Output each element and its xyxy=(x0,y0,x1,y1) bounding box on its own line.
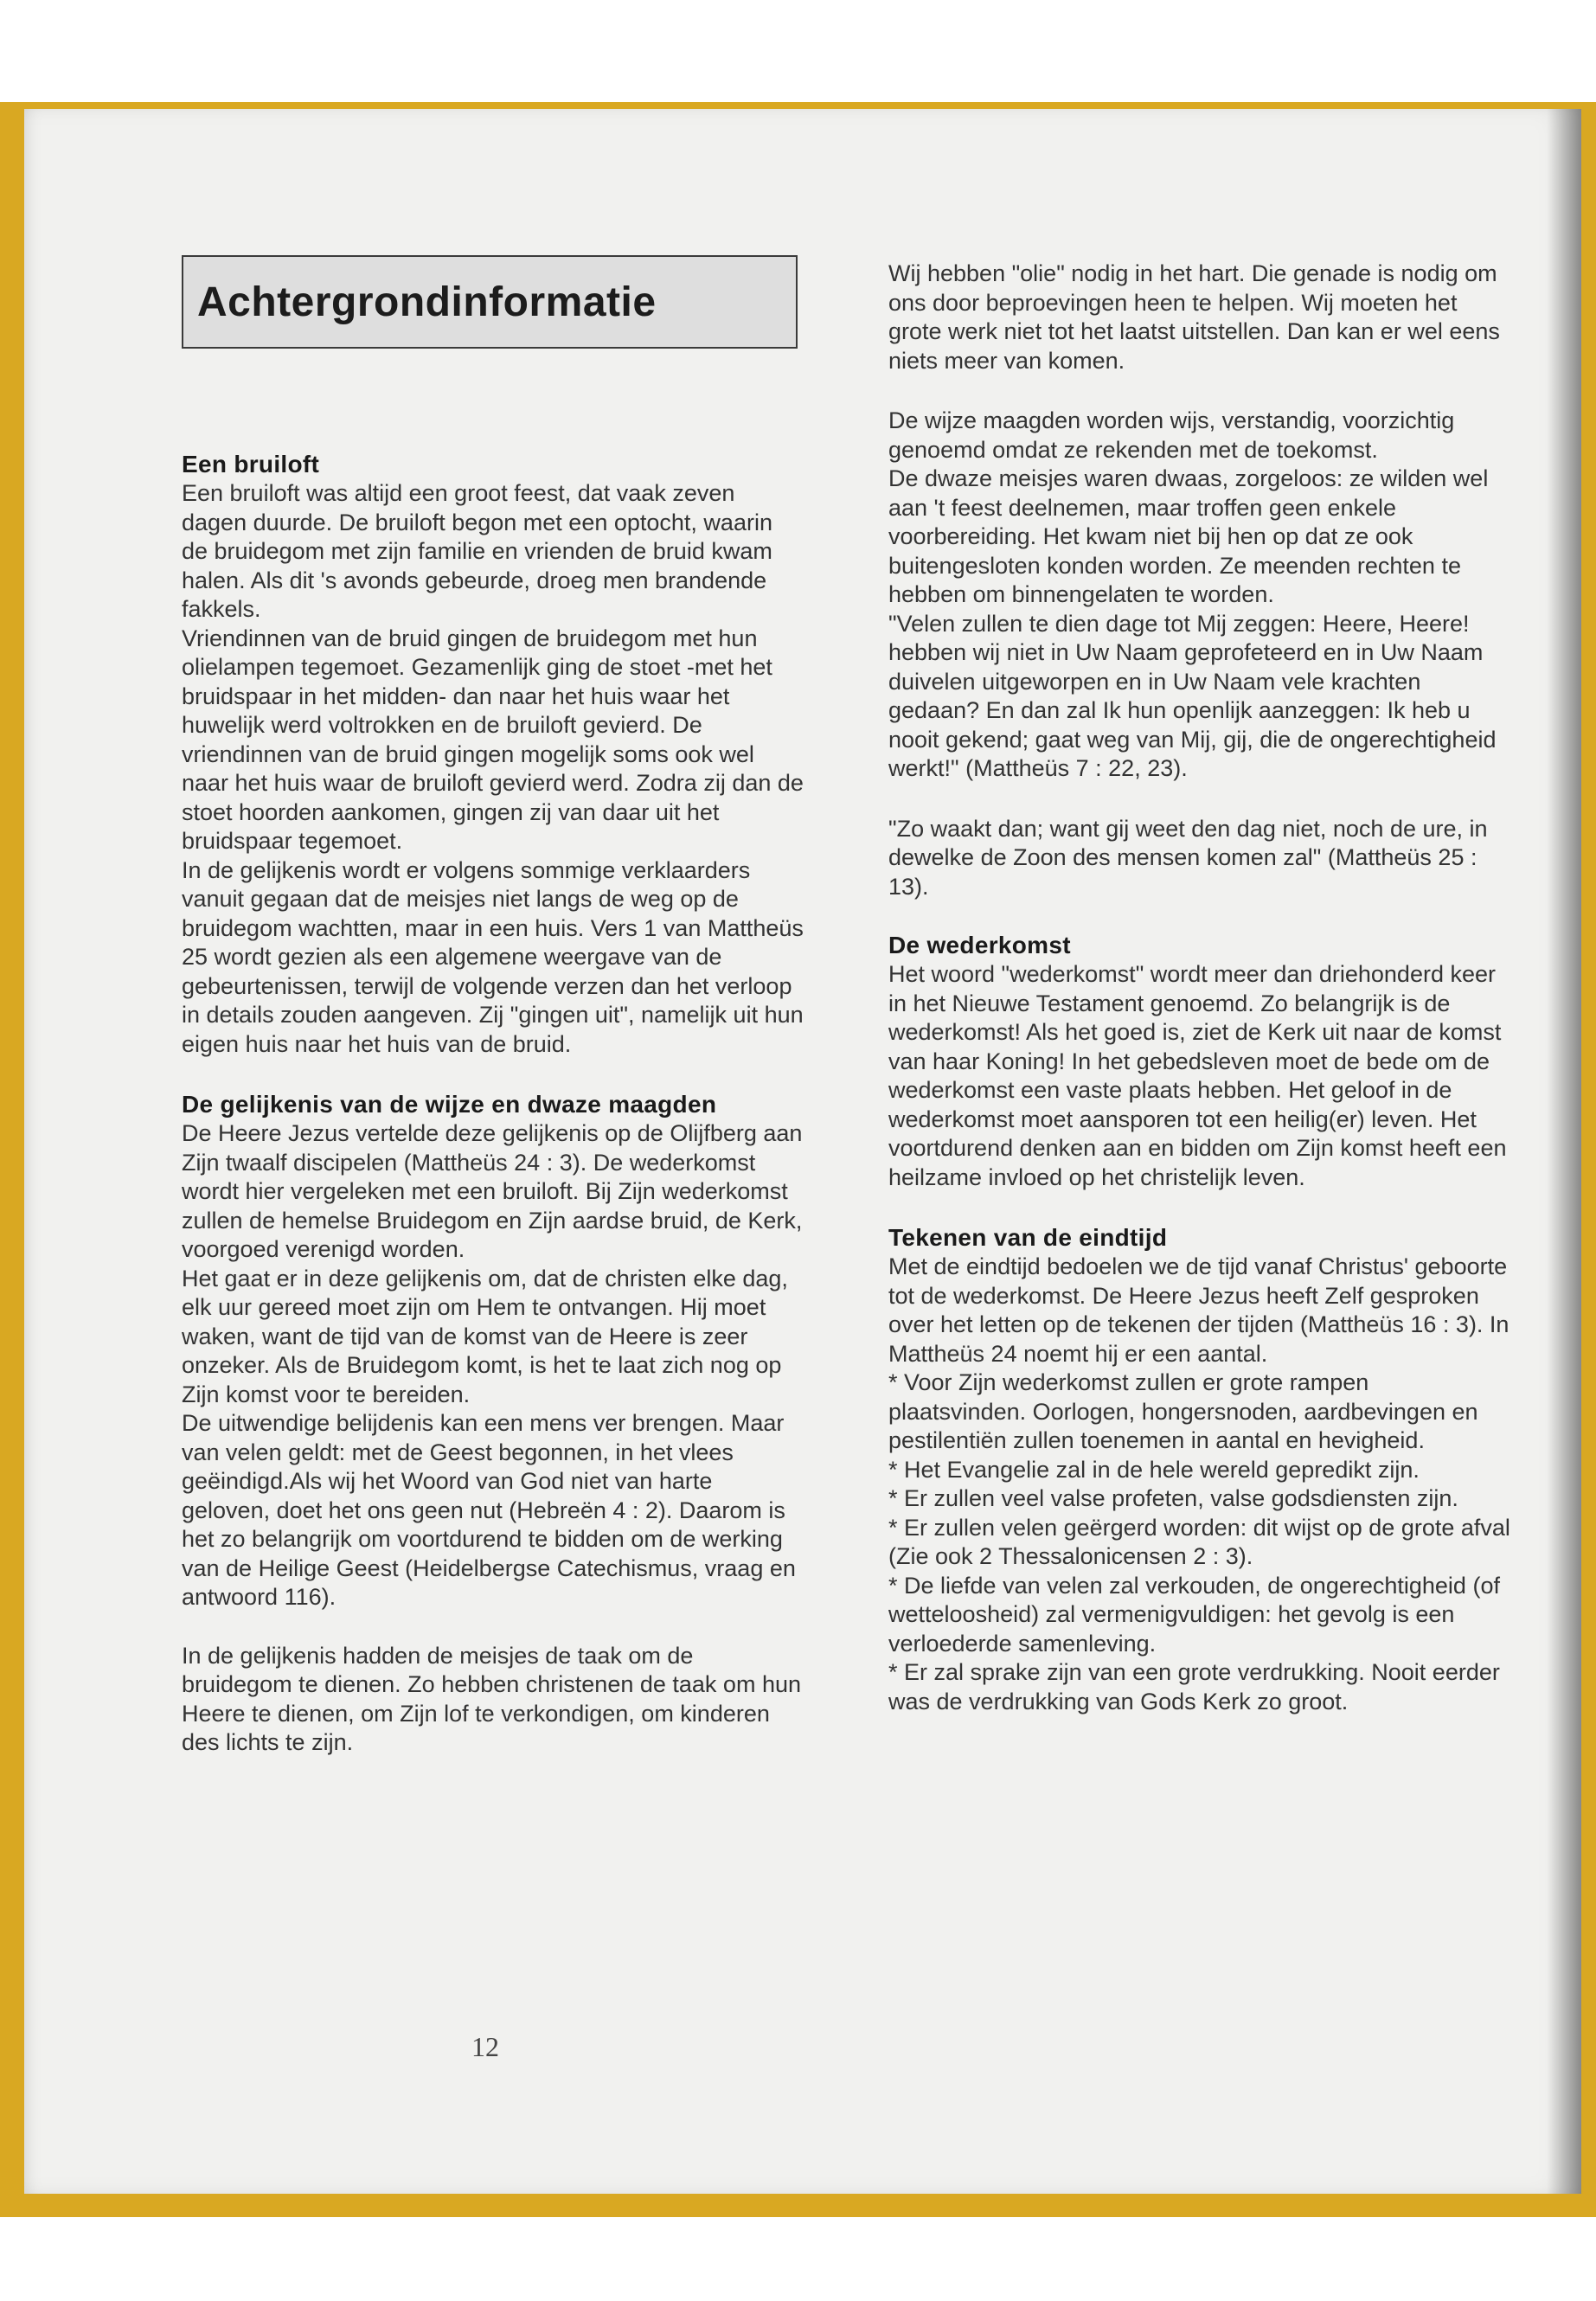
section-tekenen-eindtijd xyxy=(888,1223,1511,1716)
list-item: * Er zullen velen geërgerd worden: dit wijst op de grote afval (Zie ook 2 Thessalonicensen 2 : 3). xyxy=(888,1514,1510,1569)
list-item: * Er zal sprake zijn van een grote verdrukking. Nooit eerder was de verdrukking van Gods Kerk zo groot. xyxy=(888,1659,1500,1715)
paragraph: Met de eindtijd bedoelen we de tijd vanaf Christus' geboorte tot de wederkomst. De Heere Jezus heeft Zelf gesproken over het letten op de tekenen der tijden (Mattheüs 16 : 3). In Mattheüs 24 noemt hij er een aantal. xyxy=(888,1253,1509,1367)
section-heading: Een bruiloft xyxy=(182,451,320,478)
section-gelijkenis xyxy=(182,1090,804,1758)
list-item: * De liefde van velen zal verkouden, de ongerechtigheid (of wetteloosheid) zal vermenigvuldigen: het gevolg is een verloederde samenleving. xyxy=(888,1572,1500,1657)
right-column xyxy=(888,260,1511,1716)
list-item: * Het Evangelie zal in de hele wereld gepredikt zijn. xyxy=(888,1456,1420,1483)
paragraph: Een bruiloft was altijd een groot feest, dat vaak zeven dagen duurde. De bruiloft begon met een optocht, waarin de bruidegom met zijn familie en vrienden de bruid kwam halen. Als dit 's avonds gebeurde, droeg men brandende fakkels. xyxy=(182,480,772,622)
paragraph: De Heere Jezus vertelde deze gelijkenis op de Olijfberg aan Zijn twaalf discipelen (Mattheüs 24 : 3). De wederkomst wordt hier vergeleken met een bruiloft. Bij Zijn wederkomst zullen de hemelse Bruidegom en Zijn aardse bruid, de Kerk, voorgoed verenigd worden. xyxy=(182,1120,803,1262)
page-title: Achtergrondinformatie xyxy=(197,279,657,325)
paragraph: Het woord "wederkomst" wordt meer dan driehonderd keer in het Nieuwe Testament genoemd. Zo belangrijk is de wederkomst! Als het goed is, ziet de Kerk uit naar de komst van haar Koning! In het gebedsleven moet de bede om de wederkomst een vaste plaats hebben. Het geloof in de wederkomst moet aansporen tot een heilig(er) leven. Het voortdurend denken aan en bidden om Zijn komst heeft een heilzame invloed op het christelijk leven. xyxy=(888,961,1507,1190)
paragraph: De dwaze meisjes waren dwaas, zorgeloos: ze wilden wel aan 't feest deelnemen, maar troffen geen enkele voorbereiding. Het kwam niet bij hen op dat ze ook buitengesloten konden worden. Ze meenden rechten te hebben om binnengelaten te worden. xyxy=(888,465,1489,607)
spine-shadow xyxy=(1547,109,1581,2194)
paragraph: In de gelijkenis wordt er volgens sommige verklaarders vanuit gegaan dat de meisjes niet langs de weg op de bruidegom wachtten, maar in een huis. Vers 1 van Mattheüs 25 wordt gezien als een algemene weergave van de gebeurtenissen, terwijl de volgende verzen dan het verloop in details zouden aangeven. Zij "gingen uit", namelijk uit hun eigen huis naar het huis van de bruid. xyxy=(182,856,804,1057)
section-heading: Tekenen van de eindtijd xyxy=(888,1224,1168,1251)
section-heading: De gelijkenis van de wijze en dwaze maagden xyxy=(182,1091,717,1118)
paragraph: Vriendinnen van de bruid gingen de bruidegom met hun olielampen tegemoet. Gezamenlijk ging de stoet -met het bruidspaar in het midden- dan naar het huis waar het huwelijk werd voltrokken en de bruiloft gevierd. De vriendinnen van de bruid gingen mogelijk soms ook wel naar het huis waar de bruiloft gevierd werd. Zodra zij dan de stoet hoorden aankomen, gingen zij van daar uit het bruidspaar tegemoet. xyxy=(182,625,804,854)
section-wederkomst xyxy=(888,931,1511,1192)
left-column xyxy=(182,450,804,1758)
page-number: 12 xyxy=(471,2031,499,2062)
page-title-box xyxy=(182,255,798,349)
paragraph: In de gelijkenis hadden de meisjes de taak om de bruidegom te dienen. Zo hebben christenen de taak om hun Heere te dienen, om Zijn lof te verkondigen, om kinderen des lichts te zijn. xyxy=(182,1642,801,1755)
list-item: * Er zullen veel valse profeten, valse godsdiensten zijn. xyxy=(888,1485,1458,1511)
intro-paragraph: Wij hebben "olie" nodig in het hart. Die genade is nodig om ons door beproevingen heen te helpen. Wij moeten het grote werk niet tot het laatst uitstellen. Dan kan er wel eens niets meer van komen. xyxy=(888,260,1500,374)
paragraph: De uitwendige belijdenis kan een mens ver brengen. Maar van velen geldt: met de Geest begonnen, in het vlees geëindigd.Als wij het Woord van God niet van harte geloven, doet het ons geen nut (Hebreën 4 : 2). Daarom is het zo belangrijk om voortdurend te bidden om de werking van de Heilige Geest (Heidelbergse Catechismus, vraag en antwoord 116). xyxy=(182,1410,796,1610)
section-een-bruiloft xyxy=(182,450,804,1059)
paragraph: Het gaat er in deze gelijkenis om, dat de christen elke dag, elk uur gereed moet zijn om Hem te ontvangen. Hij moet waken, want de tijd van de komst van de Heere is zeer onzeker. Als de Bruidegom komt, is het te laat zich nog op Zijn komst voor te bereiden. xyxy=(182,1265,788,1407)
list-item: * Voor Zijn wederkomst zullen er grote rampen plaatsvinden. Oorlogen, hongersnoden, aardbevingen en pestilentiën zullen toenemen in aantal en hevigheid. xyxy=(888,1369,1478,1453)
paragraph: "Velen zullen te dien dage tot Mij zeggen: Heere, Heere! hebben wij niet in Uw Naam geprofeteerd en in Uw Naam duivelen uitgeworpen en in Uw Naam vele krachten gedaan? En dan zal Ik hun openlijk aanzeggen: Ik heb u nooit gekend; gaat weg van Mij, gij, die de ongerechtigheid werkt!" (Mattheüs 7 : 22, 23). xyxy=(888,610,1497,781)
paragraph: De wijze maagden worden wijs, verstandig, voorzichtig genoemd omdat ze rekenden met de toekomst. xyxy=(888,407,1455,463)
section-heading: De wederkomst xyxy=(888,932,1071,958)
quote-paragraph: "Zo waakt dan; want gij weet den dag niet, noch de ure, in dewelke de Zoon des mensen komen zal" (Mattheüs 25 : 13). xyxy=(888,815,1488,900)
